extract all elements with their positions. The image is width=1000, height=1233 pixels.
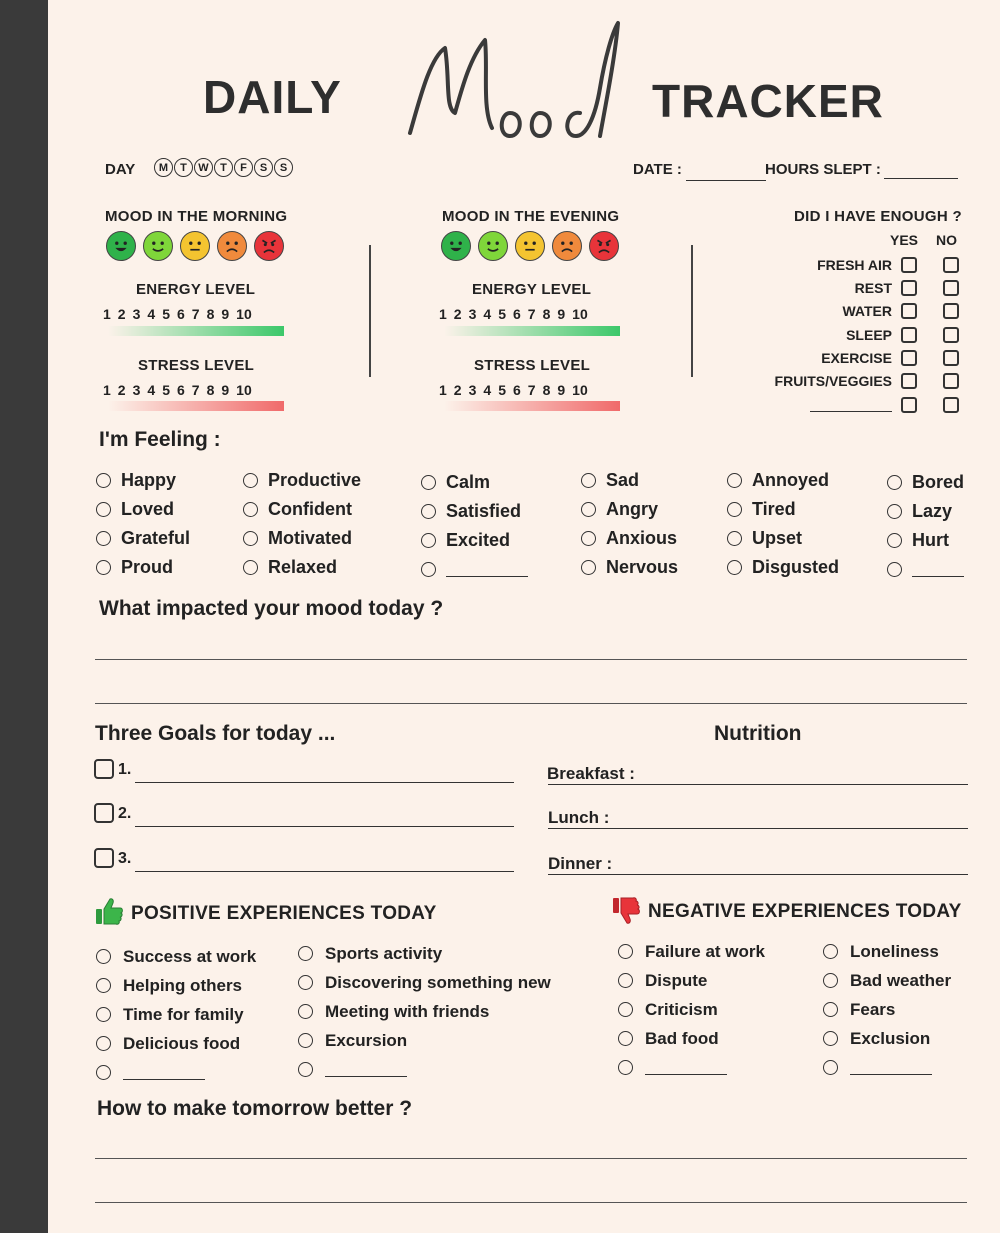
- yes-checkbox[interactable]: [901, 397, 917, 413]
- scale-3[interactable]: 3: [132, 306, 141, 322]
- scale-6[interactable]: 6: [176, 382, 185, 398]
- no-checkbox[interactable]: [943, 397, 959, 413]
- breakfast-field[interactable]: [548, 784, 968, 785]
- yes-checkbox[interactable]: [901, 303, 917, 319]
- evening-energy-scale[interactable]: [439, 306, 588, 322]
- positive-option[interactable]: Discovering something new: [298, 968, 551, 997]
- negative-option[interactable]: Failure at work: [618, 937, 765, 966]
- scale-4[interactable]: 4: [483, 306, 492, 322]
- feeling-option[interactable]: Nervous: [581, 553, 678, 582]
- positive-title: POSITIVE EXPERIENCES TODAY: [131, 903, 437, 924]
- feeling-col-2: [243, 466, 361, 582]
- custom-positive-field[interactable]: [123, 1066, 205, 1080]
- scale-10[interactable]: 10: [572, 306, 588, 322]
- no-checkbox[interactable]: [943, 280, 959, 296]
- feeling-option[interactable]: Productive: [243, 466, 361, 495]
- positive-option[interactable]: Success at work: [96, 942, 256, 971]
- neutral-face-icon[interactable]: [515, 231, 545, 261]
- scale-1[interactable]: 1: [103, 382, 111, 398]
- radio-circle[interactable]: [298, 975, 313, 990]
- title-daily: DAILY: [203, 71, 342, 123]
- radio-circle[interactable]: [727, 502, 742, 517]
- radio-circle[interactable]: [887, 475, 902, 490]
- mood-script-logo: [400, 18, 630, 148]
- column-divider: [369, 245, 371, 377]
- sad-face-icon[interactable]: [217, 231, 247, 261]
- negative-option[interactable]: Dispute: [618, 966, 765, 995]
- goal-field[interactable]: [135, 871, 514, 872]
- feeling-option[interactable]: Satisfied: [421, 497, 528, 526]
- date-label: DATE :: [633, 161, 682, 178]
- negative-option[interactable]: Exclusion: [823, 1024, 951, 1053]
- goal-item[interactable]: 1.: [94, 759, 514, 779]
- day-friday[interactable]: F: [234, 158, 253, 177]
- negative-option[interactable]: Loneliness: [823, 937, 951, 966]
- feeling-option[interactable]: Excited: [421, 526, 528, 555]
- happy-face-icon[interactable]: [143, 231, 173, 261]
- evening-energy-bar: [444, 326, 620, 336]
- morning-energy-label: ENERGY LEVEL: [136, 281, 256, 298]
- morning-stress-scale[interactable]: [103, 382, 252, 398]
- radio-circle[interactable]: [727, 473, 742, 488]
- dinner-field[interactable]: [548, 874, 968, 875]
- feeling-option-custom[interactable]: [887, 555, 964, 584]
- day-tuesday[interactable]: T: [174, 158, 193, 177]
- goal-checkbox[interactable]: [94, 759, 114, 779]
- scale-6[interactable]: 6: [512, 382, 521, 398]
- goal-item[interactable]: 2.: [94, 803, 514, 823]
- custom-negative-field[interactable]: [850, 1061, 932, 1075]
- positive-option-custom[interactable]: [96, 1058, 256, 1087]
- scale-5[interactable]: 5: [498, 382, 506, 398]
- day-thursday[interactable]: T: [214, 158, 233, 177]
- feeling-option[interactable]: Bored: [887, 468, 964, 497]
- morning-stress-label: STRESS LEVEL: [138, 357, 255, 374]
- radio-circle[interactable]: [823, 1031, 838, 1046]
- scale-7[interactable]: 7: [191, 382, 200, 398]
- radio-circle[interactable]: [96, 949, 111, 964]
- positive-col-2: [298, 939, 551, 1084]
- yes-checkbox[interactable]: [901, 327, 917, 343]
- scale-1[interactable]: 1: [439, 382, 447, 398]
- feeling-option[interactable]: Relaxed: [243, 553, 361, 582]
- scale-9[interactable]: 9: [221, 306, 230, 322]
- radio-circle[interactable]: [887, 562, 902, 577]
- scale-3[interactable]: 3: [468, 306, 477, 322]
- positive-option[interactable]: Helping others: [96, 971, 256, 1000]
- feeling-option[interactable]: Confident: [243, 495, 361, 524]
- radio-circle[interactable]: [243, 502, 258, 517]
- radio-circle[interactable]: [96, 1036, 111, 1051]
- day-wednesday[interactable]: W: [194, 158, 213, 177]
- negative-col-1: [618, 937, 765, 1082]
- binding-spine: [0, 0, 48, 1233]
- feeling-option[interactable]: Lazy: [887, 497, 964, 526]
- morning-mood-faces: [106, 231, 284, 261]
- radio-circle[interactable]: [421, 533, 436, 548]
- happy-face-icon[interactable]: [478, 231, 508, 261]
- feeling-option-custom[interactable]: [421, 555, 528, 584]
- radio-circle[interactable]: [96, 1007, 111, 1022]
- radio-circle[interactable]: [96, 502, 111, 517]
- enough-title: DID I HAVE ENOUGH ?: [794, 208, 962, 225]
- yes-header: YES: [890, 232, 919, 248]
- enough-row-exercise: EXERCISE: [700, 346, 962, 369]
- radio-circle[interactable]: [96, 560, 111, 575]
- scale-5[interactable]: 5: [162, 306, 170, 322]
- feeling-col-5: [727, 466, 839, 582]
- enough-list: [700, 253, 962, 418]
- morning-stress-bar: [108, 401, 284, 411]
- thumbs-up-icon: [93, 895, 125, 927]
- scale-9[interactable]: 9: [557, 306, 566, 322]
- scale-8[interactable]: 8: [206, 382, 215, 398]
- radio-circle[interactable]: [618, 1031, 633, 1046]
- radio-circle[interactable]: [581, 531, 596, 546]
- scale-3[interactable]: 3: [132, 382, 141, 398]
- enough-row-fresh-air: FRESH AIR: [700, 253, 962, 276]
- feeling-option[interactable]: Anxious: [581, 524, 678, 553]
- positive-option-custom[interactable]: [298, 1055, 551, 1084]
- positive-option[interactable]: Sports activity: [298, 939, 551, 968]
- radio-circle[interactable]: [618, 1002, 633, 1017]
- enough-row-sleep: SLEEP: [700, 323, 962, 346]
- radio-circle[interactable]: [823, 1060, 838, 1075]
- radio-circle[interactable]: [727, 560, 742, 575]
- goal-checkbox[interactable]: [94, 803, 114, 823]
- very-happy-face-icon[interactable]: [441, 231, 471, 261]
- feeling-option[interactable]: Grateful: [96, 524, 190, 553]
- radio-circle[interactable]: [823, 944, 838, 959]
- hours-slept-field[interactable]: [884, 178, 958, 179]
- custom-feeling-field[interactable]: [912, 563, 964, 577]
- negative-option[interactable]: Criticism: [618, 995, 765, 1024]
- breakfast-label: Breakfast :: [547, 764, 635, 783]
- scale-7[interactable]: 7: [527, 306, 536, 322]
- positive-col-1: [96, 942, 256, 1087]
- scale-4[interactable]: 4: [483, 382, 492, 398]
- tomorrow-writing-line[interactable]: [95, 1202, 967, 1203]
- very-happy-face-icon[interactable]: [106, 231, 136, 261]
- feeling-option[interactable]: Annoyed: [727, 466, 839, 495]
- evening-mood-title: MOOD IN THE EVENING: [442, 208, 620, 225]
- neutral-face-icon[interactable]: [180, 231, 210, 261]
- angry-face-icon[interactable]: [589, 231, 619, 261]
- scale-6[interactable]: 6: [512, 306, 521, 322]
- column-divider: [691, 245, 693, 377]
- radio-circle[interactable]: [727, 531, 742, 546]
- goal-field[interactable]: [135, 782, 514, 783]
- impact-writing-line[interactable]: [95, 659, 967, 660]
- goal-checkbox[interactable]: [94, 848, 114, 868]
- tomorrow-writing-line[interactable]: [95, 1158, 967, 1159]
- day-monday[interactable]: M: [154, 158, 173, 177]
- no-checkbox[interactable]: [943, 373, 959, 389]
- impact-writing-line[interactable]: [95, 703, 967, 704]
- yes-checkbox[interactable]: [901, 350, 917, 366]
- feeling-option[interactable]: Upset: [727, 524, 839, 553]
- morning-energy-scale[interactable]: [103, 306, 252, 322]
- positive-option[interactable]: Delicious food: [96, 1029, 256, 1058]
- radio-circle[interactable]: [618, 1060, 633, 1075]
- scale-2[interactable]: 2: [453, 306, 462, 322]
- scale-10[interactable]: 10: [236, 382, 252, 398]
- feeling-option[interactable]: Angry: [581, 495, 678, 524]
- feeling-col-4: [581, 466, 678, 582]
- evening-mood-faces: [441, 231, 619, 261]
- radio-circle[interactable]: [421, 475, 436, 490]
- negative-option-custom[interactable]: [618, 1053, 765, 1082]
- scale-10[interactable]: 10: [572, 382, 588, 398]
- radio-circle[interactable]: [618, 973, 633, 988]
- feeling-option[interactable]: Tired: [727, 495, 839, 524]
- feeling-option[interactable]: Proud: [96, 553, 190, 582]
- hours-slept-label: HOURS SLEPT :: [765, 161, 881, 178]
- day-sunday[interactable]: S: [274, 158, 293, 177]
- radio-circle[interactable]: [298, 1062, 313, 1077]
- negative-option[interactable]: Bad weather: [823, 966, 951, 995]
- scale-6[interactable]: 6: [176, 306, 185, 322]
- radio-circle[interactable]: [581, 473, 596, 488]
- scale-4[interactable]: 4: [147, 382, 156, 398]
- feeling-option[interactable]: Sad: [581, 466, 678, 495]
- enough-row-custom: [700, 393, 962, 418]
- scale-2[interactable]: 2: [453, 382, 462, 398]
- title-tracker: TRACKER: [652, 75, 884, 127]
- positive-option[interactable]: Excursion: [298, 1026, 551, 1055]
- custom-positive-field[interactable]: [325, 1063, 407, 1077]
- tomorrow-title: How to make tomorrow better ?: [97, 1097, 413, 1120]
- scale-5[interactable]: 5: [162, 382, 170, 398]
- scale-3[interactable]: 3: [468, 382, 477, 398]
- yes-checkbox[interactable]: [901, 257, 917, 273]
- radio-circle[interactable]: [581, 560, 596, 575]
- scale-1[interactable]: 1: [103, 306, 111, 322]
- negative-title: NEGATIVE EXPERIENCES TODAY: [648, 901, 962, 922]
- goal-field[interactable]: [135, 826, 514, 827]
- thumbs-down-icon: [610, 895, 642, 927]
- scale-8[interactable]: 8: [542, 382, 551, 398]
- radio-circle[interactable]: [823, 1002, 838, 1017]
- radio-circle[interactable]: [243, 473, 258, 488]
- date-field[interactable]: [686, 180, 766, 181]
- no-checkbox[interactable]: [943, 303, 959, 319]
- radio-circle[interactable]: [581, 502, 596, 517]
- radio-circle[interactable]: [887, 533, 902, 548]
- scale-9[interactable]: 9: [221, 382, 230, 398]
- dinner-label: Dinner :: [548, 854, 613, 873]
- day-label: DAY: [105, 161, 136, 178]
- scale-2[interactable]: 2: [117, 382, 126, 398]
- no-checkbox[interactable]: [943, 350, 959, 366]
- scale-8[interactable]: 8: [542, 306, 551, 322]
- yes-checkbox[interactable]: [901, 280, 917, 296]
- feeling-title: I'm Feeling :: [99, 428, 221, 451]
- day-selector: [154, 158, 293, 177]
- evening-energy-label: ENERGY LEVEL: [472, 281, 592, 298]
- radio-circle[interactable]: [298, 946, 313, 961]
- scale-8[interactable]: 8: [206, 306, 215, 322]
- radio-circle[interactable]: [421, 504, 436, 519]
- lunch-label: Lunch :: [548, 808, 610, 827]
- custom-item-field[interactable]: [810, 398, 892, 412]
- enough-row-rest: REST: [700, 276, 962, 299]
- evening-stress-label: STRESS LEVEL: [474, 357, 591, 374]
- nutrition-title: Nutrition: [714, 722, 802, 745]
- negative-option-custom[interactable]: [823, 1053, 951, 1082]
- radio-circle[interactable]: [243, 560, 258, 575]
- radio-circle[interactable]: [823, 973, 838, 988]
- custom-negative-field[interactable]: [645, 1061, 727, 1075]
- yes-checkbox[interactable]: [901, 373, 917, 389]
- radio-circle[interactable]: [298, 1033, 313, 1048]
- scale-2[interactable]: 2: [117, 306, 126, 322]
- scale-10[interactable]: 10: [236, 306, 252, 322]
- radio-circle[interactable]: [96, 473, 111, 488]
- feeling-option[interactable]: Loved: [96, 495, 190, 524]
- radio-circle[interactable]: [96, 1065, 111, 1080]
- scale-7[interactable]: 7: [527, 382, 536, 398]
- negative-option[interactable]: Bad food: [618, 1024, 765, 1053]
- morning-energy-bar: [108, 326, 284, 336]
- evening-stress-scale[interactable]: [439, 382, 588, 398]
- feeling-col-3: [421, 468, 528, 584]
- scale-9[interactable]: 9: [557, 382, 566, 398]
- no-checkbox[interactable]: [943, 327, 959, 343]
- feeling-col-6: [887, 468, 964, 584]
- no-checkbox[interactable]: [943, 257, 959, 273]
- enough-row-water: WATER: [700, 300, 962, 323]
- radio-circle[interactable]: [96, 531, 111, 546]
- goals-title: Three Goals for today ...: [95, 722, 336, 745]
- feeling-option[interactable]: Hurt: [887, 526, 964, 555]
- goal-item[interactable]: 3.: [94, 848, 514, 868]
- angry-face-icon[interactable]: [254, 231, 284, 261]
- positive-option[interactable]: Time for family: [96, 1000, 256, 1029]
- scale-5[interactable]: 5: [498, 306, 506, 322]
- day-saturday[interactable]: S: [254, 158, 273, 177]
- negative-col-2: [823, 937, 951, 1082]
- sad-face-icon[interactable]: [552, 231, 582, 261]
- negative-option[interactable]: Fears: [823, 995, 951, 1024]
- scale-4[interactable]: 4: [147, 306, 156, 322]
- scale-7[interactable]: 7: [191, 306, 200, 322]
- morning-mood-title: MOOD IN THE MORNING: [105, 208, 288, 225]
- enough-row-fruits-veggies: FRUITS/VEGGIES: [700, 369, 962, 392]
- scale-1[interactable]: 1: [439, 306, 447, 322]
- feeling-option[interactable]: Calm: [421, 468, 528, 497]
- custom-feeling-field[interactable]: [446, 563, 528, 577]
- no-header: NO: [936, 232, 957, 248]
- radio-circle[interactable]: [243, 531, 258, 546]
- radio-circle[interactable]: [298, 1004, 313, 1019]
- radio-circle[interactable]: [421, 562, 436, 577]
- impact-title: What impacted your mood today ?: [99, 597, 444, 620]
- radio-circle[interactable]: [96, 978, 111, 993]
- radio-circle[interactable]: [618, 944, 633, 959]
- feeling-option[interactable]: Motivated: [243, 524, 361, 553]
- positive-option[interactable]: Meeting with friends: [298, 997, 551, 1026]
- evening-stress-bar: [444, 401, 620, 411]
- lunch-field[interactable]: [548, 828, 968, 829]
- feeling-col-1: [96, 466, 190, 582]
- radio-circle[interactable]: [887, 504, 902, 519]
- feeling-option[interactable]: Disgusted: [727, 553, 839, 582]
- feeling-option[interactable]: Happy: [96, 466, 190, 495]
